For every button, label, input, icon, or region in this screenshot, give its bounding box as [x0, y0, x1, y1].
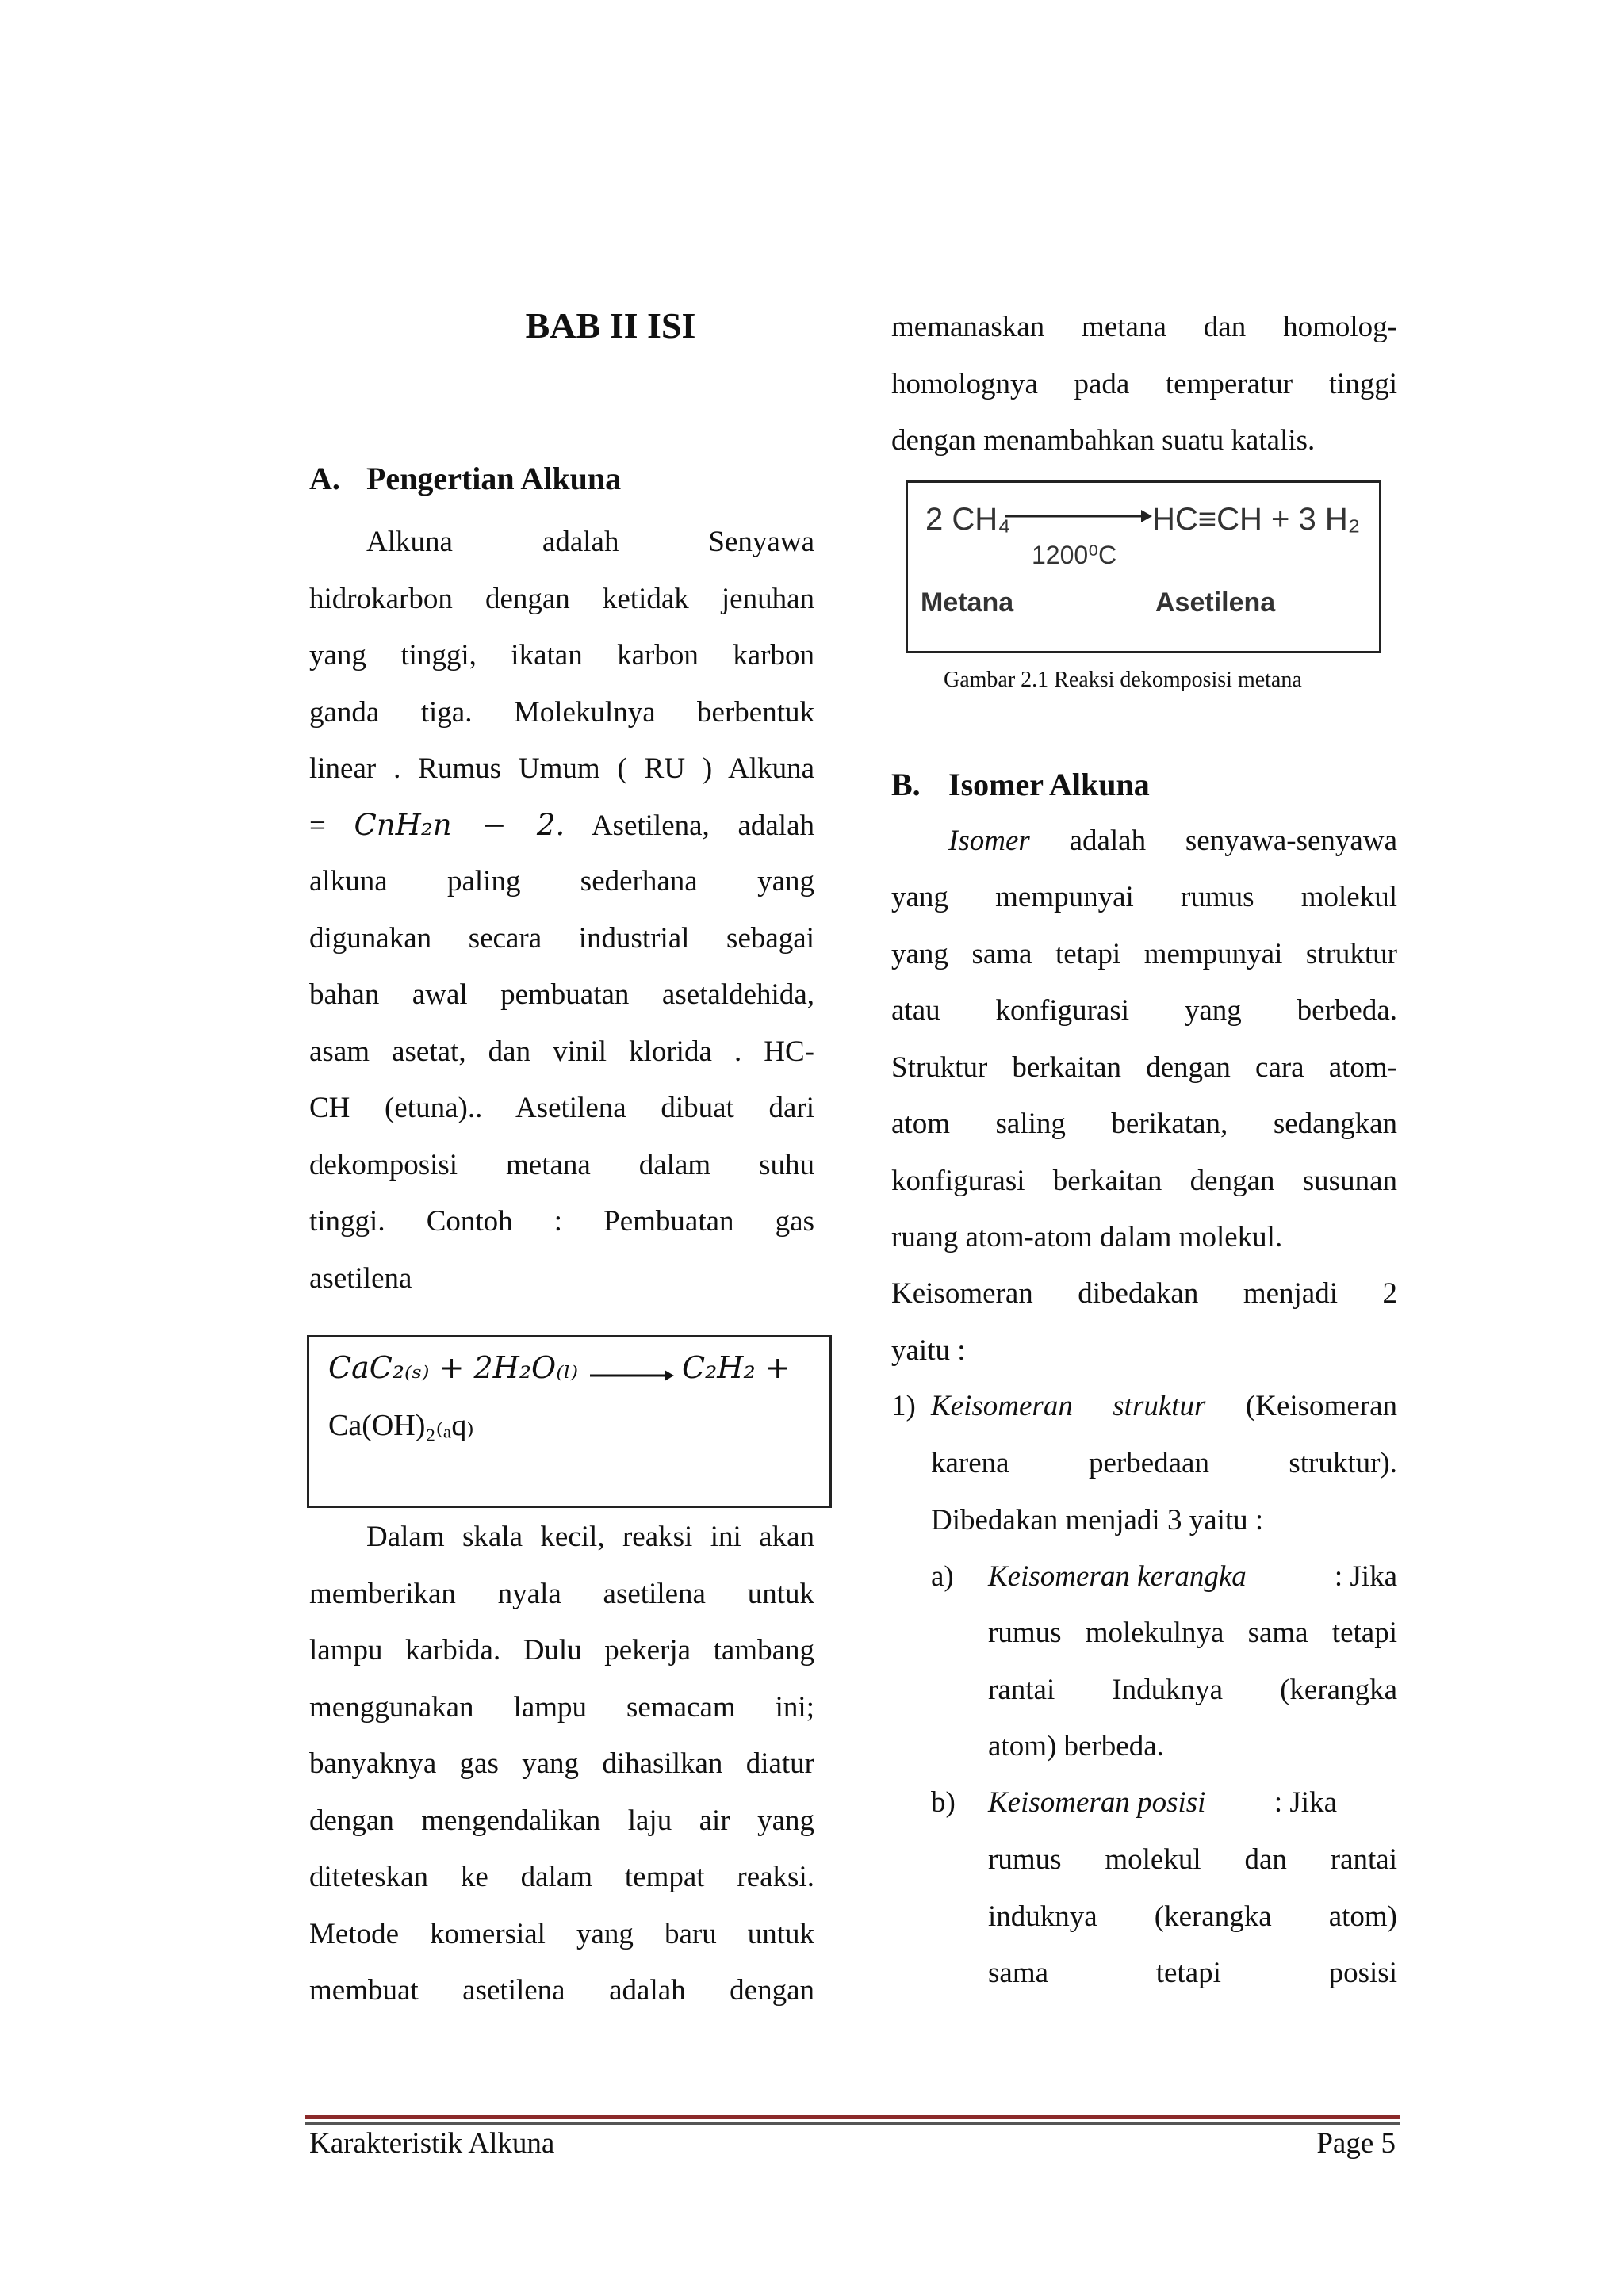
text-line: asam asetat, dan vinil klorida . HC-: [309, 1035, 814, 1068]
isomer-first-line: [948, 824, 1397, 859]
text-line: membuat asetilena adalah dengan: [309, 1974, 814, 2007]
text-line: Dibedakan menjadi 3 yaitu :: [931, 1503, 1264, 1536]
footer-title: Karakteristik Alkuna: [309, 2127, 555, 2160]
section-b-title: Isomer Alkuna: [948, 767, 1150, 802]
text-line: yang tinggi, ikatan karbon karbon: [309, 639, 814, 672]
reaction-lhs: CaC₂₍ₛ₎ + 2H₂O₍ₗ₎: [328, 1350, 579, 1385]
item-a-title: Keisomeran kerangka: [988, 1560, 1247, 1593]
item-a-marker: a): [931, 1560, 954, 1593]
text-line: banyaknya gas yang dihasilkan diatur: [309, 1747, 814, 1780]
general-formula: CnH₂n − 2.: [354, 808, 565, 842]
text-line: memanaskan metana dan homolog-: [891, 311, 1397, 343]
figure-box: [906, 480, 1381, 653]
text-line: atom) berbeda.: [988, 1730, 1164, 1762]
text-line: homolognya pada temperatur tinggi: [891, 367, 1397, 400]
text-line: menggunakan lampu semacam ini;: [309, 1690, 814, 1724]
reaction-rhs: C₂H₂ +: [682, 1350, 791, 1385]
item-1-marker: 1): [891, 1390, 916, 1422]
figure-condition: 1200⁰C: [1032, 541, 1117, 569]
text-line: CH (etuna).. Asetilena dibuat dari: [309, 1092, 814, 1124]
text-line: ganda tiga. Molekulnya berbentuk: [309, 695, 814, 729]
text-line: atom saling berikatan, sedangkan: [891, 1108, 1397, 1140]
reaction-line2: Ca(OH)₂₍ₐq₎: [328, 1409, 474, 1442]
text-line: diteteskan ke dalam tempat reaksi.: [309, 1861, 814, 1893]
section-a-number: A.: [309, 461, 340, 496]
text-line: Struktur berkaitan dengan cara atom-: [891, 1050, 1397, 1084]
item-b-title: Keisomeran posisi: [988, 1786, 1206, 1819]
text-line: sama tetapi posisi: [988, 1957, 1397, 1989]
text-line: Keisomeran dibedakan menjadi 2: [891, 1277, 1397, 1310]
item-b-first-line: [988, 1785, 1337, 1820]
formula-line: [309, 808, 814, 844]
figure-reactant: 2 CH₄: [925, 502, 1011, 537]
footer-rule-dark: [305, 2122, 1400, 2125]
text-line: ruang atom-atom dalam molekul.: [891, 1221, 1283, 1253]
figure-label-right: Asetilena: [1155, 587, 1276, 618]
text-line: dengan menambahkan suatu katalis.: [891, 424, 1316, 457]
text-line: yang sama tetapi mempunyai struktur: [891, 937, 1397, 970]
text-line: digunakan secara industrial sebagai: [309, 921, 814, 955]
text-line: induknya (kerangka atom): [988, 1900, 1397, 1933]
text-line: yaitu :: [891, 1334, 966, 1367]
text-line: rumus molekul dan rantai: [988, 1843, 1397, 1876]
section-a-heading: [309, 460, 621, 497]
text-line: dengan mengendalikan laju air yang: [309, 1804, 814, 1837]
item-a-first-line: [988, 1559, 1397, 1594]
item-b-rest: : Jika: [1274, 1786, 1337, 1819]
item-1-title: Keisomeran struktur: [931, 1390, 1206, 1422]
reaction-box: [307, 1335, 832, 1508]
formula-rest: Asetilena, adalah: [591, 809, 814, 842]
text-line: lampu karbida. Dulu pekerja tambang: [309, 1634, 814, 1667]
text-line: memberikan nyala asetilena untuk: [309, 1577, 814, 1610]
text-line: karena perbedaan struktur).: [931, 1447, 1397, 1479]
text-line: atau konfigurasi yang berbeda.: [891, 994, 1397, 1027]
chapter-title: BAB II ISI: [525, 305, 696, 346]
figure-product: HC≡CH + 3 H₂: [1152, 502, 1361, 537]
figure-caption: Gambar 2.1 Reaksi dekomposisi metana: [944, 668, 1302, 692]
text-line: rantai Induknya (kerangka: [988, 1673, 1397, 1706]
item-1-rest: (Keisomeran: [1245, 1390, 1397, 1422]
item-b-marker: b): [931, 1786, 956, 1819]
text-line: dekomposisi metana dalam suhu: [309, 1148, 814, 1181]
figure-label-left: Metana: [921, 587, 1014, 618]
text-line: linear . Rumus Umum ( RU ) Alkuna: [309, 752, 814, 785]
item-1-first-line: [931, 1389, 1397, 1424]
figure-arrow-icon: [1003, 507, 1154, 526]
text-line: tinggi. Contoh : Pembuatan gas: [309, 1205, 814, 1238]
text-line: alkuna paling sederhana yang: [309, 865, 814, 897]
reaction-arrow-icon: [588, 1366, 676, 1385]
isomer-term: Isomer: [948, 825, 1030, 857]
footer-page-number: Page 5: [1316, 2127, 1396, 2160]
text-line: yang mempunyai rumus molekul: [891, 881, 1397, 913]
text-line: konfigurasi berkaitan dengan susunan: [891, 1164, 1397, 1197]
text-line: Alkuna adalah Senyawa: [366, 526, 814, 558]
text-line: bahan awal pembuatan asetaldehida,: [309, 978, 814, 1011]
footer-rule-red: [305, 2115, 1400, 2119]
formula-eq: =: [309, 809, 326, 842]
text-line: Metode komersial yang baru untuk: [309, 1917, 814, 1950]
section-b-heading: [891, 766, 1150, 803]
text-line: rumus molekulnya sama tetapi: [988, 1617, 1397, 1649]
text-line: hidrokarbon dengan ketidak jenuhan: [309, 582, 814, 615]
section-a-title: Pengertian Alkuna: [366, 461, 622, 496]
text-line: Dalam skala kecil, reaksi ini akan: [366, 1521, 814, 1553]
section-b-number: B.: [891, 767, 921, 802]
isomer-first-rest: adalah senyawa-senyawa: [1069, 825, 1397, 857]
text-line: asetilena: [309, 1261, 412, 1295]
item-a-rest: : Jika: [1334, 1560, 1397, 1593]
